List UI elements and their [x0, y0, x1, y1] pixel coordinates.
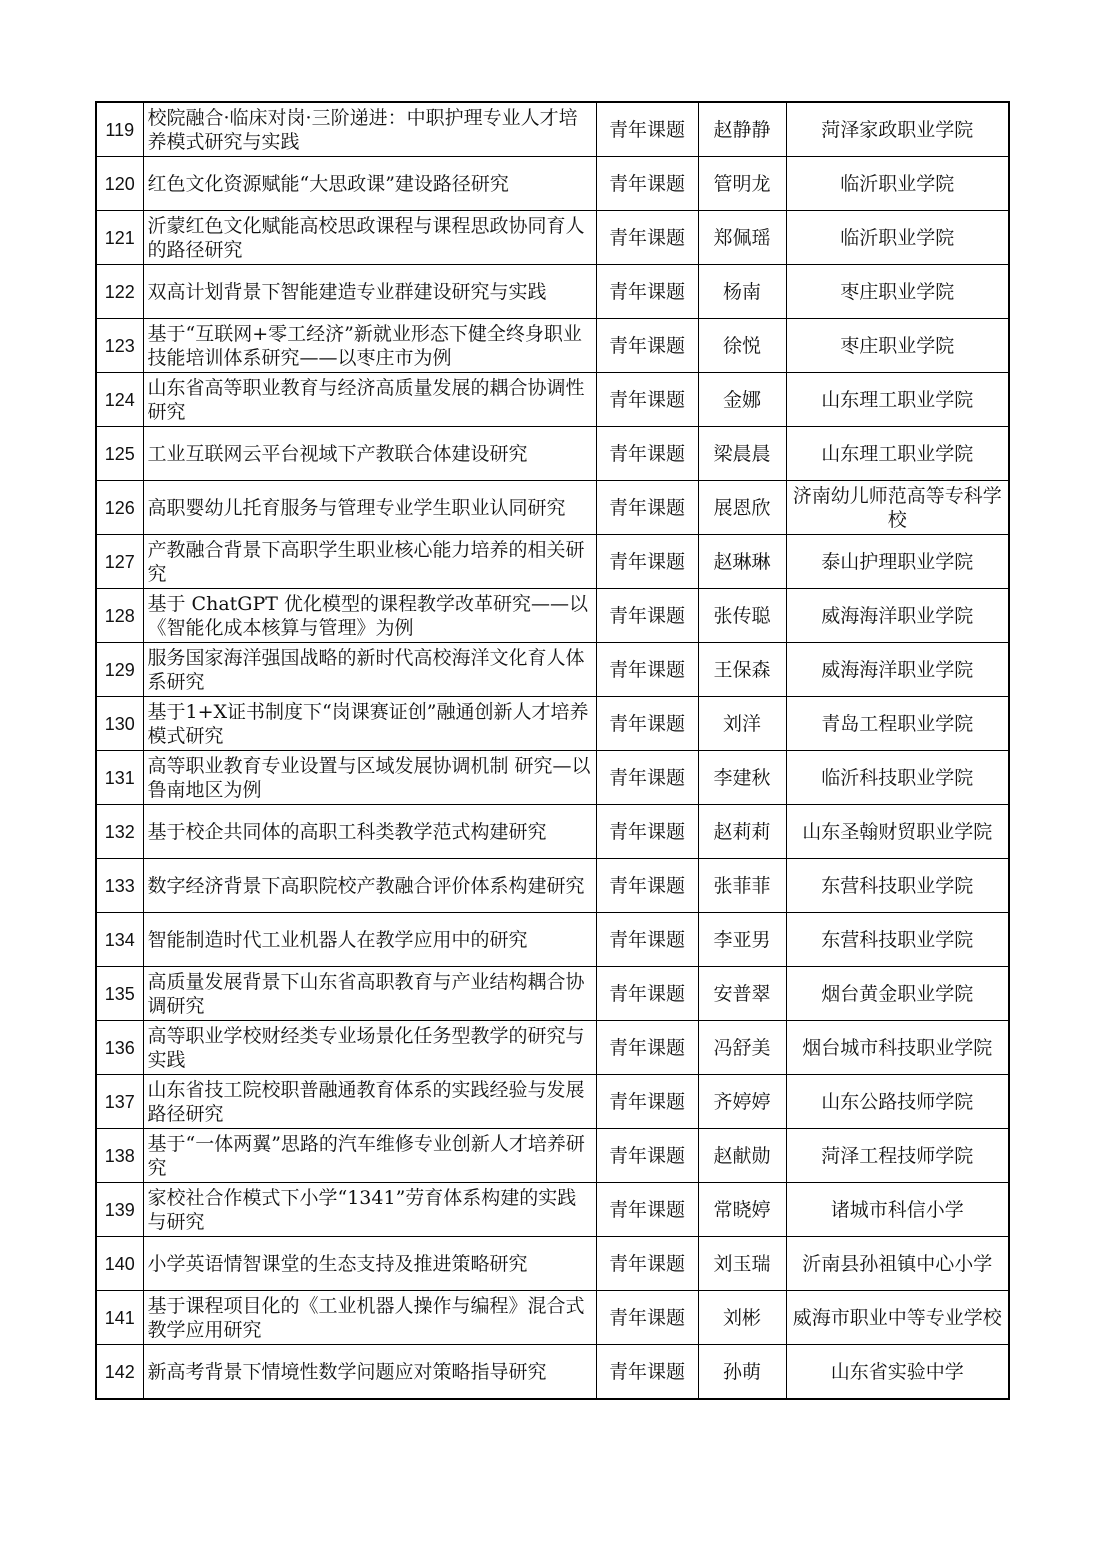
table-row: [96, 319, 1009, 373]
project-title: 家校社合作模式下小学“1341”劳育体系构建的实践与研究: [143, 1183, 596, 1237]
table-row: [96, 265, 1009, 319]
row-number: 128: [96, 589, 143, 643]
project-title: 红色文化资源赋能“大思政课”建设路径研究: [143, 157, 596, 211]
table-row: [96, 1345, 1009, 1400]
row-number: 132: [96, 805, 143, 859]
row-number: 126: [96, 481, 143, 535]
project-category: 青年课题: [596, 805, 698, 859]
institution-name: 诸城市科信小学: [786, 1183, 1009, 1237]
table-body: [96, 102, 1009, 1399]
project-category: 青年课题: [596, 211, 698, 265]
project-category: 青年课题: [596, 265, 698, 319]
institution-name: 临沂科技职业学院: [786, 751, 1009, 805]
project-leader: 刘玉瑞: [698, 1237, 786, 1291]
project-category: 青年课题: [596, 589, 698, 643]
project-category: 青年课题: [596, 913, 698, 967]
project-category: 青年课题: [596, 751, 698, 805]
table-row: [96, 589, 1009, 643]
project-leader: 郑佩瑶: [698, 211, 786, 265]
table-row: [96, 1075, 1009, 1129]
project-leader: 刘彬: [698, 1291, 786, 1345]
table-row: [96, 1237, 1009, 1291]
project-leader: 刘洋: [698, 697, 786, 751]
project-category: 青年课题: [596, 859, 698, 913]
institution-name: 枣庄职业学院: [786, 265, 1009, 319]
table-row: [96, 913, 1009, 967]
row-number: 129: [96, 643, 143, 697]
row-number: 142: [96, 1345, 143, 1400]
row-number: 130: [96, 697, 143, 751]
project-title: 小学英语情智课堂的生态支持及推进策略研究: [143, 1237, 596, 1291]
row-number: 120: [96, 157, 143, 211]
project-title: 基于“互联网+零工经济”新就业形态下健全终身职业技能培训体系研究——以枣庄市为例: [143, 319, 596, 373]
institution-name: 东营科技职业学院: [786, 913, 1009, 967]
table-row: [96, 1129, 1009, 1183]
table-row: [96, 859, 1009, 913]
project-leader: 梁晨晨: [698, 427, 786, 481]
row-number: 124: [96, 373, 143, 427]
table-row: [96, 535, 1009, 589]
project-title: 高职婴幼儿托育服务与管理专业学生职业认同研究: [143, 481, 596, 535]
project-leader: 管明龙: [698, 157, 786, 211]
project-category: 青年课题: [596, 1075, 698, 1129]
project-category: 青年课题: [596, 1291, 698, 1345]
row-number: 139: [96, 1183, 143, 1237]
institution-name: 临沂职业学院: [786, 211, 1009, 265]
institution-name: 威海市职业中等专业学校: [786, 1291, 1009, 1345]
table-row: [96, 211, 1009, 265]
project-title: 基于校企共同体的高职工科类教学范式构建研究: [143, 805, 596, 859]
project-category: 青年课题: [596, 1237, 698, 1291]
row-number: 123: [96, 319, 143, 373]
project-title: 沂蒙红色文化赋能高校思政课程与课程思政协同育人的路径研究: [143, 211, 596, 265]
project-leader: 齐婷婷: [698, 1075, 786, 1129]
row-number: 119: [96, 102, 143, 157]
institution-name: 山东省实验中学: [786, 1345, 1009, 1400]
project-leader: 李建秋: [698, 751, 786, 805]
project-title: 基于1+X证书制度下“岗课赛证创”融通创新人才培养模式研究: [143, 697, 596, 751]
row-number: 133: [96, 859, 143, 913]
table-row: [96, 805, 1009, 859]
table-row: [96, 373, 1009, 427]
project-leader: 冯舒美: [698, 1021, 786, 1075]
project-category: 青年课题: [596, 1183, 698, 1237]
project-title: 新高考背景下情境性数学问题应对策略指导研究: [143, 1345, 596, 1400]
institution-name: 烟台城市科技职业学院: [786, 1021, 1009, 1075]
table-row: [96, 427, 1009, 481]
institution-name: 枣庄职业学院: [786, 319, 1009, 373]
institution-name: 泰山护理职业学院: [786, 535, 1009, 589]
project-leader: 张传聪: [698, 589, 786, 643]
table-row: [96, 643, 1009, 697]
project-title: 山东省高等职业教育与经济高质量发展的耦合协调性研究: [143, 373, 596, 427]
institution-name: 济南幼儿师范高等专科学校: [786, 481, 1009, 535]
institution-name: 东营科技职业学院: [786, 859, 1009, 913]
project-category: 青年课题: [596, 157, 698, 211]
project-leader: 常晓婷: [698, 1183, 786, 1237]
table-row: [96, 751, 1009, 805]
project-leader: 杨南: [698, 265, 786, 319]
row-number: 137: [96, 1075, 143, 1129]
table-row: [96, 102, 1009, 157]
project-title: 智能制造时代工业机器人在教学应用中的研究: [143, 913, 596, 967]
row-number: 134: [96, 913, 143, 967]
institution-name: 菏泽工程技师学院: [786, 1129, 1009, 1183]
project-leader: 赵莉莉: [698, 805, 786, 859]
project-category: 青年课题: [596, 643, 698, 697]
row-number: 140: [96, 1237, 143, 1291]
project-title: 基于课程项目化的《工业机器人操作与编程》混合式教学应用研究: [143, 1291, 596, 1345]
institution-name: 山东理工职业学院: [786, 427, 1009, 481]
project-title: 工业互联网云平台视域下产教联合体建设研究: [143, 427, 596, 481]
row-number: 138: [96, 1129, 143, 1183]
row-number: 125: [96, 427, 143, 481]
institution-name: 威海海洋职业学院: [786, 589, 1009, 643]
project-leader: 赵琳琳: [698, 535, 786, 589]
project-leader: 孙萌: [698, 1345, 786, 1400]
table-row: [96, 157, 1009, 211]
project-title: 校院融合·临床对岗·三阶递进：中职护理专业人才培养模式研究与实践: [143, 102, 596, 157]
table-row: [96, 1291, 1009, 1345]
project-title: 基于 ChatGPT 优化模型的课程教学改革研究——以《智能化成本核算与管理》为例: [143, 589, 596, 643]
row-number: 127: [96, 535, 143, 589]
project-category: 青年课题: [596, 535, 698, 589]
row-number: 122: [96, 265, 143, 319]
project-leader: 赵静静: [698, 102, 786, 157]
project-category: 青年课题: [596, 319, 698, 373]
row-number: 121: [96, 211, 143, 265]
project-leader: 安普翠: [698, 967, 786, 1021]
institution-name: 山东公路技师学院: [786, 1075, 1009, 1129]
institution-name: 临沂职业学院: [786, 157, 1009, 211]
project-title: 产教融合背景下高职学生职业核心能力培养的相关研究: [143, 535, 596, 589]
project-category: 青年课题: [596, 967, 698, 1021]
institution-name: 山东圣翰财贸职业学院: [786, 805, 1009, 859]
institution-name: 烟台黄金职业学院: [786, 967, 1009, 1021]
project-title: 高等职业学校财经类专业场景化任务型教学的研究与实践: [143, 1021, 596, 1075]
institution-name: 山东理工职业学院: [786, 373, 1009, 427]
institution-name: 威海海洋职业学院: [786, 643, 1009, 697]
row-number: 136: [96, 1021, 143, 1075]
project-category: 青年课题: [596, 481, 698, 535]
project-title: 高等职业教育专业设置与区域发展协调机制 研究—以鲁南地区为例: [143, 751, 596, 805]
project-title: 服务国家海洋强国战略的新时代高校海洋文化育人体系研究: [143, 643, 596, 697]
table-row: [96, 697, 1009, 751]
project-title: 高质量发展背景下山东省高职教育与产业结构耦合协调研究: [143, 967, 596, 1021]
row-number: 135: [96, 967, 143, 1021]
project-title: 基于“一体两翼”思路的汽车维修专业创新人才培养研究: [143, 1129, 596, 1183]
table-row: [96, 1183, 1009, 1237]
table-row: [96, 967, 1009, 1021]
project-leader: 赵献勋: [698, 1129, 786, 1183]
project-leader: 徐悦: [698, 319, 786, 373]
institution-name: 青岛工程职业学院: [786, 697, 1009, 751]
project-category: 青年课题: [596, 1129, 698, 1183]
project-leader: 展恩欣: [698, 481, 786, 535]
project-category: 青年课题: [596, 1345, 698, 1400]
institution-name: 菏泽家政职业学院: [786, 102, 1009, 157]
project-category: 青年课题: [596, 697, 698, 751]
project-category: 青年课题: [596, 1021, 698, 1075]
project-title: 双高计划背景下智能建造专业群建设研究与实践: [143, 265, 596, 319]
project-category: 青年课题: [596, 102, 698, 157]
project-leader: 张菲菲: [698, 859, 786, 913]
row-number: 141: [96, 1291, 143, 1345]
institution-name: 沂南县孙祖镇中心小学: [786, 1237, 1009, 1291]
table-row: [96, 481, 1009, 535]
project-leader: 李亚男: [698, 913, 786, 967]
project-title: 山东省技工院校职普融通教育体系的实践经验与发展路径研究: [143, 1075, 596, 1129]
table-row: [96, 1021, 1009, 1075]
project-title: 数字经济背景下高职院校产教融合评价体系构建研究: [143, 859, 596, 913]
project-leader: 金娜: [698, 373, 786, 427]
project-category: 青年课题: [596, 373, 698, 427]
project-list-table: [95, 101, 1010, 1400]
row-number: 131: [96, 751, 143, 805]
project-leader: 王保森: [698, 643, 786, 697]
project-category: 青年课题: [596, 427, 698, 481]
